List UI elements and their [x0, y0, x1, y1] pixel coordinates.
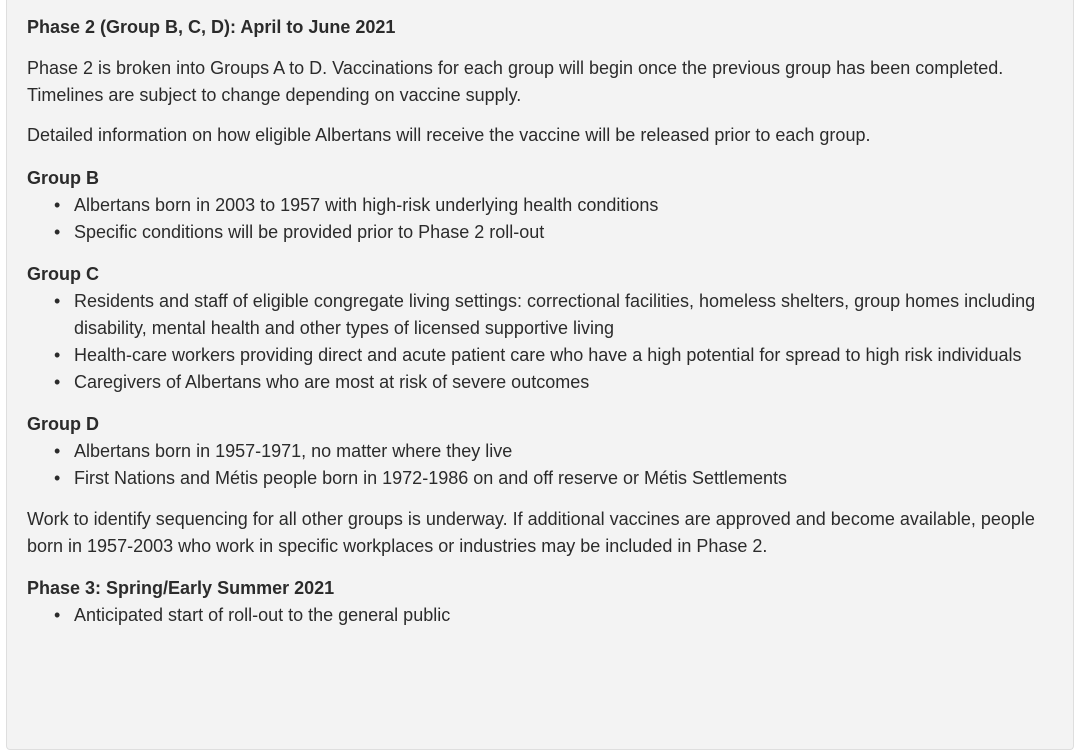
phase3-list — [27, 602, 1053, 629]
group-d-list — [27, 438, 1053, 492]
list-item-text: Specific conditions will be provided prior to Phase 2 roll-out — [74, 222, 545, 242]
group-b-list — [27, 192, 1053, 246]
group-c-heading: Group C — [27, 264, 99, 284]
phase3-heading: Phase 3: Spring/Early Summer 2021 — [27, 578, 335, 598]
list-item-text: Caregivers of Albertans who are most at risk of severe outcomes — [74, 372, 590, 392]
list-item-text: Residents and staff of eligible congregate living settings: correctional facilities, homeless shelters, group homes including disability, mental health and other types of licensed supportive living — [74, 291, 1036, 338]
bullet-icon: • — [54, 291, 61, 311]
list-item — [54, 369, 1053, 396]
list-item-text: Anticipated start of roll-out to the general public — [74, 605, 451, 625]
bullet-icon: • — [54, 605, 61, 625]
list-item — [54, 192, 1053, 219]
group-d-heading: Group D — [27, 414, 99, 434]
list-item-text: First Nations and Métis people born in 1972-1986 on and off reserve or Métis Settlements — [74, 468, 788, 488]
bullet-icon: • — [54, 468, 61, 488]
bullet-icon: • — [54, 195, 61, 215]
list-item — [54, 602, 1053, 629]
group-c-list — [27, 288, 1053, 396]
list-item — [54, 465, 1053, 492]
list-item — [54, 342, 1053, 369]
bullet-icon: • — [54, 222, 61, 242]
phase2-heading: Phase 2 (Group B, C, D): April to June 2021 — [27, 17, 396, 37]
bullet-icon: • — [54, 441, 61, 461]
list-item — [54, 288, 1053, 342]
list-item — [54, 438, 1053, 465]
sequencing-note: Work to identify sequencing for all other groups is underway. If additional vaccines are approved and become available, people born in 1957-2003 who work in specific workplaces or industries may be included in Phase 2. — [27, 509, 1035, 556]
bullet-icon: • — [54, 345, 61, 365]
group-b-heading: Group B — [27, 168, 99, 188]
list-item-text: Health-care workers providing direct and acute patient care who have a high potential for spread to high risk individuals — [74, 345, 1022, 365]
list-item — [54, 219, 1053, 246]
phase2-intro: Phase 2 is broken into Groups A to D. Vaccinations for each group will begin once the previous group has been completed. Timelines are subject to change depending on vaccine supply. — [27, 58, 1004, 105]
list-item-text: Albertans born in 2003 to 1957 with high-risk underlying health conditions — [74, 195, 659, 215]
content-panel — [6, 0, 1074, 750]
bullet-icon: • — [54, 372, 61, 392]
phase2-detail: Detailed information on how eligible Albertans will receive the vaccine will be released prior to each group. — [27, 125, 871, 145]
list-item-text: Albertans born in 1957-1971, no matter where they live — [74, 441, 513, 461]
